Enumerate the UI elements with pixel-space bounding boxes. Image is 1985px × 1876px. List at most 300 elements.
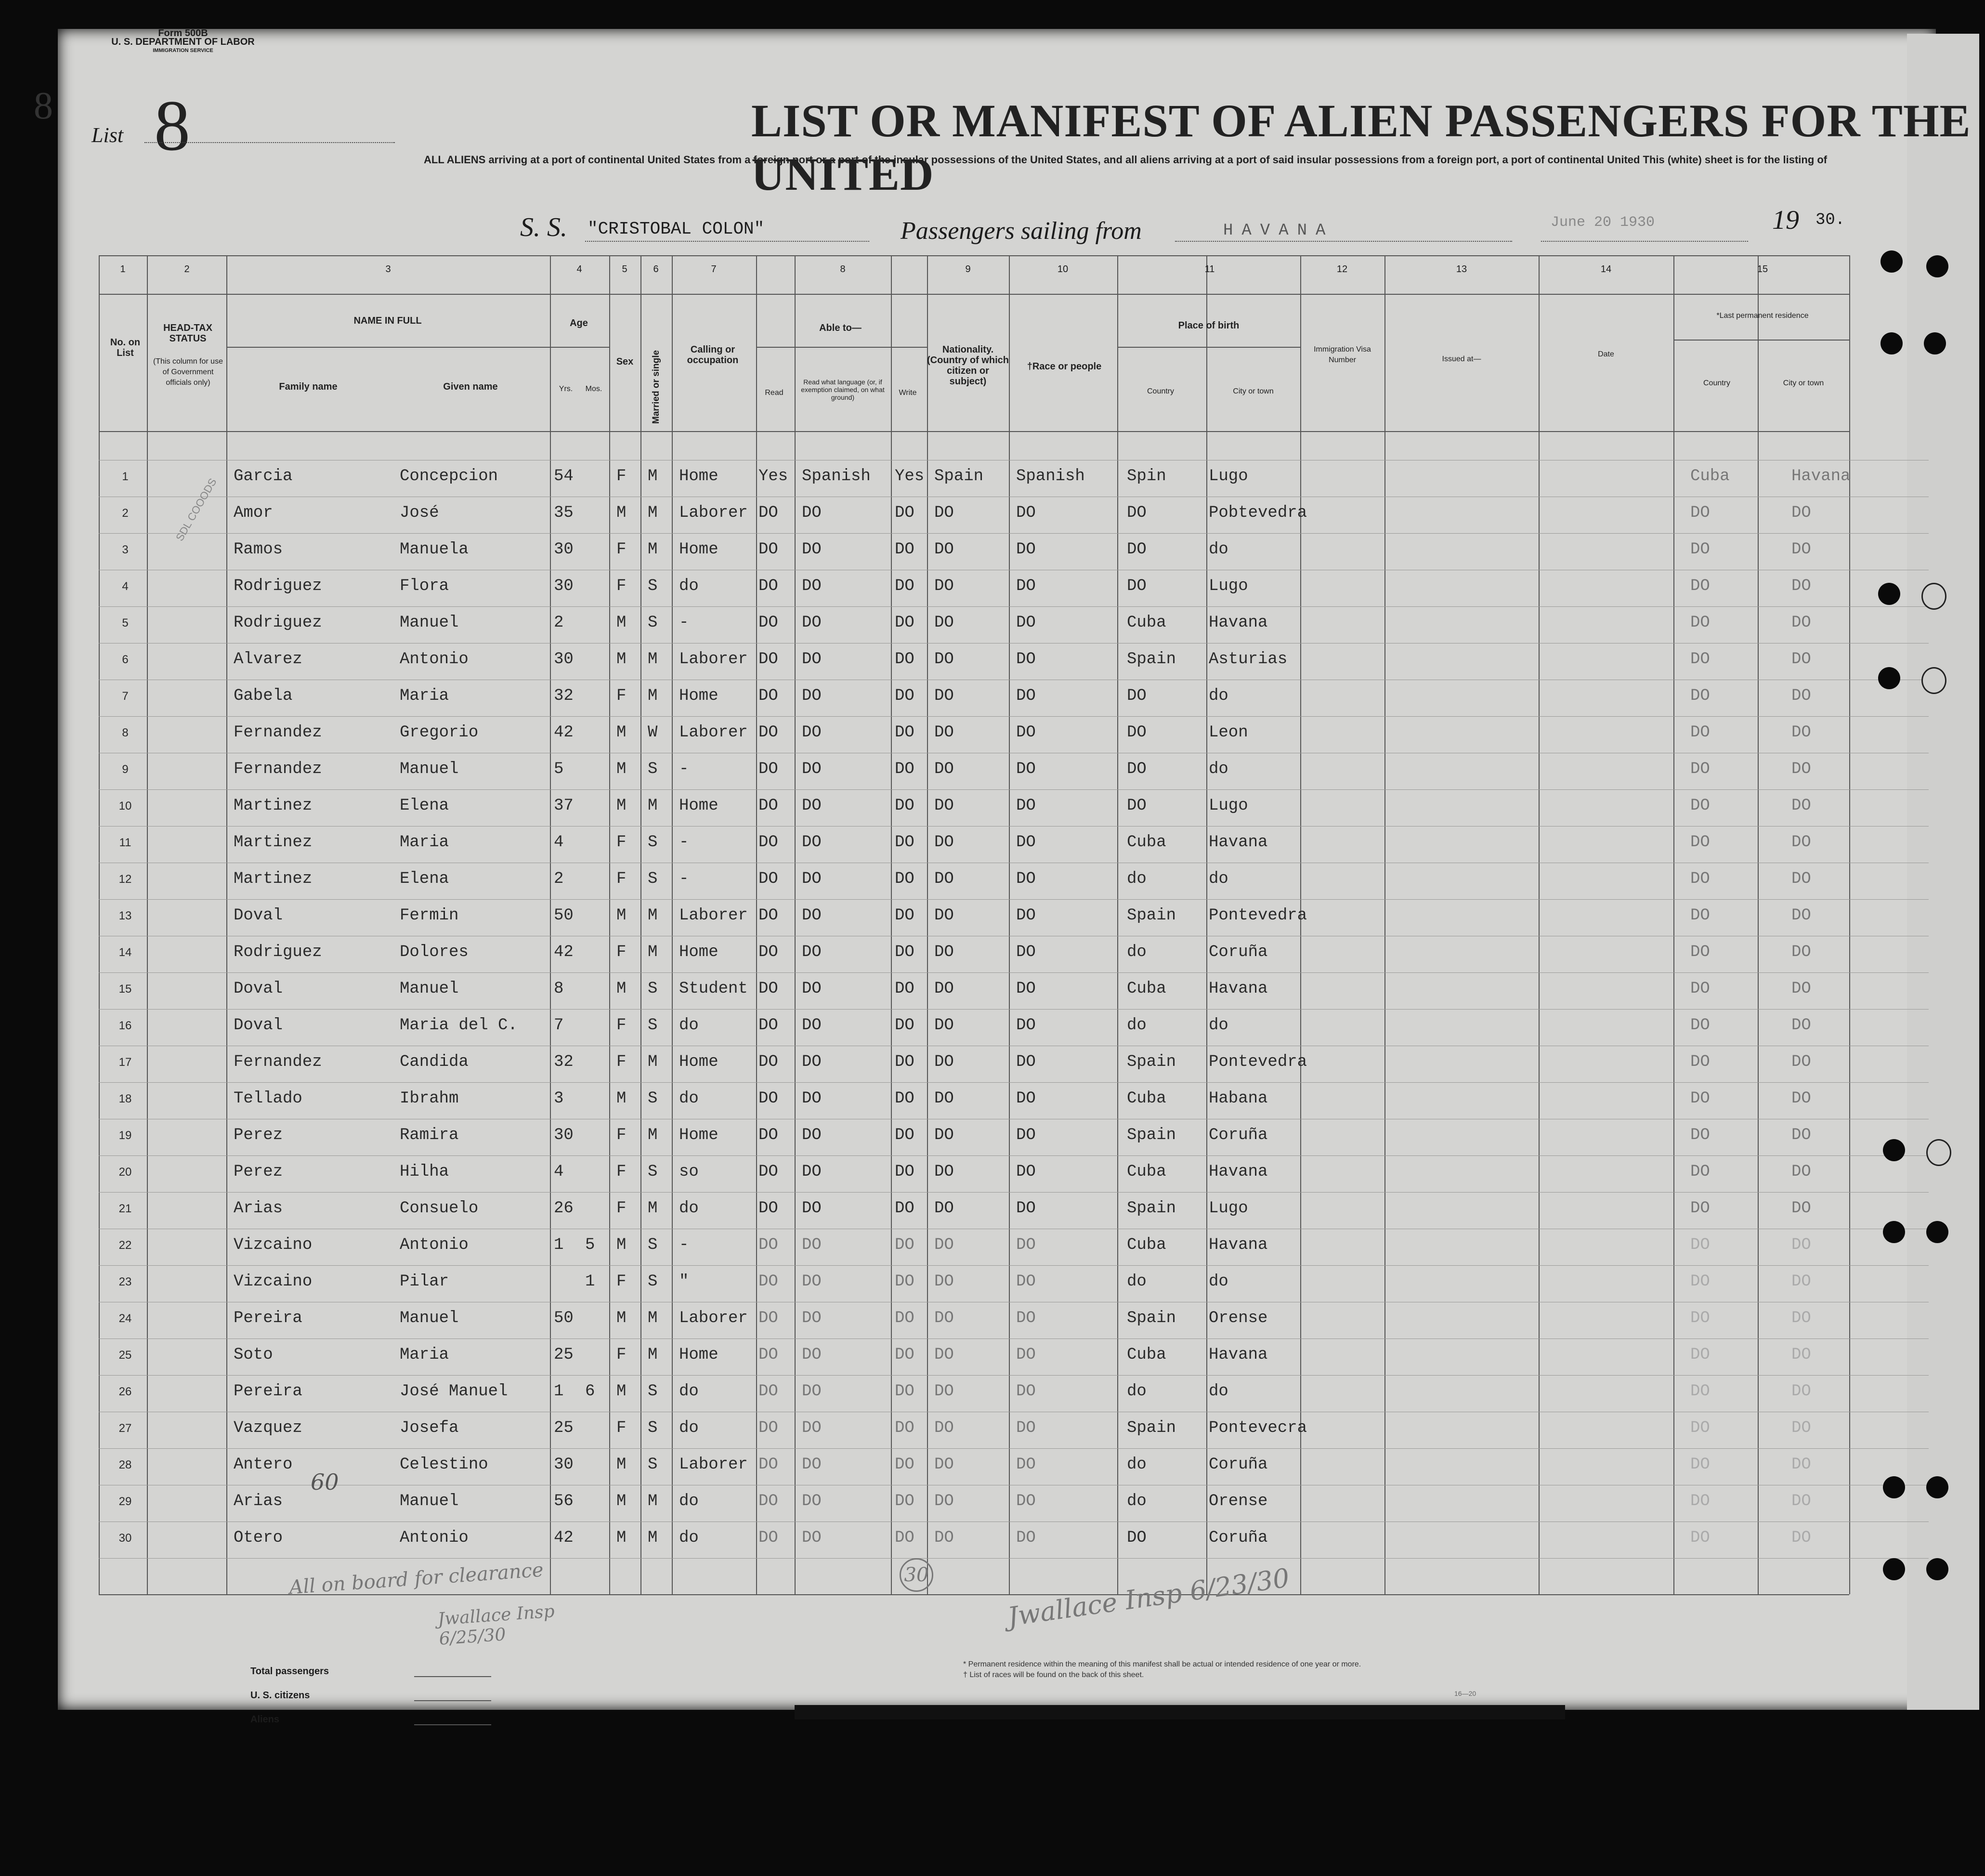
- family-name: Rodriguez: [234, 577, 322, 595]
- race: DO: [1016, 1419, 1036, 1437]
- race: DO: [1016, 1456, 1036, 1474]
- marital-status: S: [648, 760, 658, 778]
- marital-status: M: [648, 650, 658, 669]
- column-number: 6: [653, 264, 659, 275]
- residence-country: DO: [1690, 1163, 1710, 1181]
- residence-country: DO: [1690, 1126, 1710, 1144]
- sailing-label: Passengers sailing from: [901, 217, 1142, 245]
- residence-country: DO: [1690, 870, 1710, 888]
- column-number: 9: [965, 264, 971, 275]
- read-language: DO: [802, 1492, 822, 1510]
- margin-number-60: 60: [311, 1469, 339, 1495]
- list-number: 8: [154, 86, 190, 166]
- sex: M: [616, 504, 627, 522]
- row-number: 29: [118, 1495, 132, 1508]
- read-language: DO: [802, 1346, 822, 1364]
- family-name: Martinez: [234, 870, 313, 888]
- residence-city: DO: [1791, 1199, 1811, 1218]
- given-name: Maria: [400, 833, 449, 852]
- can-read: DO: [758, 1016, 778, 1035]
- marital-status: S: [648, 1089, 658, 1108]
- can-read: DO: [758, 943, 778, 961]
- birth-city: Lugo: [1209, 577, 1248, 595]
- birth-city: Havana: [1209, 614, 1268, 632]
- read-language: DO: [802, 1199, 822, 1218]
- birth-country: Spain: [1127, 650, 1176, 669]
- birth-country: Cuba: [1127, 614, 1166, 632]
- page-title: LIST OR MANIFEST OF ALIEN PASSENGERS FOR THE UNITED: [751, 95, 1971, 200]
- age-years: 2: [554, 614, 564, 632]
- residence-country: DO: [1690, 1346, 1710, 1364]
- given-name: Maria: [400, 687, 449, 705]
- punch-hole: [1878, 583, 1900, 605]
- birth-city: Pontevedra: [1209, 1053, 1307, 1071]
- row-number: 9: [122, 763, 129, 776]
- can-read: DO: [758, 1053, 778, 1071]
- read-language: DO: [802, 797, 822, 815]
- given-name: Dolores: [400, 943, 469, 961]
- birth-country: Cuba: [1127, 1236, 1166, 1254]
- can-read: DO: [758, 797, 778, 815]
- age-years: 7: [554, 1016, 564, 1035]
- sex: M: [616, 1309, 627, 1327]
- residence-city: DO: [1791, 1163, 1811, 1181]
- age-years: 50: [554, 906, 574, 925]
- birth-city: Havana: [1209, 1346, 1268, 1364]
- row-number: 19: [118, 1129, 132, 1142]
- read-language: DO: [802, 723, 822, 742]
- given-name: Manuel: [400, 1492, 459, 1510]
- birth-city: Coruña: [1209, 1126, 1268, 1144]
- occupation: do: [679, 1382, 699, 1401]
- sex: M: [616, 723, 627, 742]
- residence-country: DO: [1690, 540, 1710, 559]
- can-write: DO: [895, 906, 914, 925]
- nationality: DO: [934, 1016, 954, 1035]
- all-on-board-note: All on board for clearance: [288, 1559, 544, 1599]
- footnote-permanent: * Permanent residence within the meaning of this manifest shall be actual or intended residence of one year or more.: [963, 1660, 1361, 1668]
- nationality: DO: [934, 723, 954, 742]
- family-name: Gabela: [234, 687, 293, 705]
- date-line: [1541, 241, 1748, 242]
- can-read: Yes: [758, 467, 788, 485]
- birth-city: Leon: [1209, 723, 1248, 742]
- nationality: DO: [934, 650, 954, 669]
- residence-country: DO: [1690, 1492, 1710, 1510]
- residence-country: DO: [1690, 1456, 1710, 1474]
- residence-country: DO: [1690, 1529, 1710, 1547]
- marital-status: S: [648, 1273, 658, 1291]
- occupation: Laborer: [679, 1309, 748, 1327]
- residence-country: DO: [1690, 504, 1710, 522]
- residence-country: DO: [1690, 760, 1710, 778]
- age-years: 32: [554, 687, 574, 705]
- residence-country: DO: [1690, 1273, 1710, 1291]
- can-read: DO: [758, 760, 778, 778]
- column-number: 2: [184, 264, 190, 275]
- birth-country: Cuba: [1127, 1163, 1166, 1181]
- col-header-birth-country: Country: [1147, 387, 1175, 395]
- punch-hole: [1881, 332, 1903, 354]
- can-read: DO: [758, 723, 778, 742]
- read-language: DO: [802, 1309, 822, 1327]
- family-name: Antero: [234, 1456, 293, 1474]
- sex: F: [616, 467, 627, 485]
- residence-city: DO: [1791, 540, 1811, 559]
- residence-city: DO: [1791, 906, 1811, 925]
- col-header-read: Read: [765, 389, 784, 397]
- age-years: 30: [554, 577, 574, 595]
- can-write: DO: [895, 504, 914, 522]
- can-write: DO: [895, 1126, 914, 1144]
- row-number: 20: [118, 1166, 132, 1179]
- birth-city: Coruña: [1209, 943, 1268, 961]
- age-years: 56: [554, 1492, 574, 1510]
- row-number: 23: [118, 1275, 132, 1288]
- nationality: Spain: [934, 467, 984, 485]
- row-number: 5: [122, 617, 129, 630]
- family-name: Martinez: [234, 833, 313, 852]
- residence-city: DO: [1791, 870, 1811, 888]
- birth-city: do: [1209, 760, 1228, 778]
- nationality: DO: [934, 504, 954, 522]
- residence-country: DO: [1690, 723, 1710, 742]
- family-name: Tellado: [234, 1089, 302, 1108]
- col-header-res-country: Country: [1703, 379, 1731, 387]
- total-passengers-line: [414, 1676, 491, 1677]
- nationality: DO: [934, 577, 954, 595]
- can-write: DO: [895, 614, 914, 632]
- occupation: so: [679, 1163, 699, 1181]
- given-name: Antonio: [400, 1529, 469, 1547]
- occupation: -: [679, 760, 689, 778]
- row-number: 1: [122, 470, 129, 483]
- sex: F: [616, 1273, 627, 1291]
- marital-status: S: [648, 833, 658, 852]
- race: DO: [1016, 1163, 1036, 1181]
- age-months: 6: [585, 1382, 595, 1401]
- residence-city: DO: [1791, 797, 1811, 815]
- birth-city: do: [1209, 1273, 1228, 1291]
- sex: F: [616, 1346, 627, 1364]
- can-read: DO: [758, 980, 778, 998]
- race: DO: [1016, 833, 1036, 852]
- age-years: 37: [554, 797, 574, 815]
- marital-status: M: [648, 797, 658, 815]
- residence-city: DO: [1791, 723, 1811, 742]
- inspector-signature: Jwallace Insp 6/25/30: [437, 1601, 555, 1649]
- age-years: 5: [554, 760, 564, 778]
- read-language: DO: [802, 1382, 822, 1401]
- sex: F: [616, 870, 627, 888]
- given-name: Elena: [400, 870, 449, 888]
- age-years: 30: [554, 540, 574, 559]
- aliens-label: Aliens: [250, 1714, 280, 1725]
- given-name: Elena: [400, 797, 449, 815]
- can-read: DO: [758, 650, 778, 669]
- family-name: Rodriguez: [234, 943, 322, 961]
- given-name: Fermin: [400, 906, 459, 925]
- family-name: Doval: [234, 1016, 283, 1035]
- nationality: DO: [934, 1309, 954, 1327]
- service-name: IMMIGRATION SERVICE: [153, 48, 213, 53]
- page-edge: [1907, 34, 1979, 1710]
- occupation: Home: [679, 1346, 718, 1364]
- col-header-visa: Immigration Visa Number: [1314, 345, 1371, 364]
- birth-city: Orense: [1209, 1309, 1268, 1327]
- occupation: Home: [679, 1126, 718, 1144]
- given-name: Antonio: [400, 1236, 469, 1254]
- nationality: DO: [934, 1419, 954, 1437]
- sex: M: [616, 650, 627, 669]
- can-write: DO: [895, 833, 914, 852]
- sex: M: [616, 1529, 627, 1547]
- family-name: Pereira: [234, 1309, 302, 1327]
- given-name: Celestino: [400, 1456, 488, 1474]
- sex: M: [616, 906, 627, 925]
- family-name: Fernandez: [234, 723, 322, 742]
- can-read: DO: [758, 1492, 778, 1510]
- can-read: DO: [758, 1529, 778, 1547]
- can-write: DO: [895, 1016, 914, 1035]
- can-write: DO: [895, 1273, 914, 1291]
- residence-country: DO: [1690, 650, 1710, 669]
- column-number: 1: [120, 264, 126, 275]
- marital-status: S: [648, 614, 658, 632]
- age-years: 2: [554, 870, 564, 888]
- given-name: Manuel: [400, 980, 459, 998]
- list-underline: [144, 142, 395, 143]
- birth-country: DO: [1127, 760, 1147, 778]
- row-number: 25: [118, 1349, 132, 1362]
- can-write: DO: [895, 943, 914, 961]
- read-language: DO: [802, 1273, 822, 1291]
- race: DO: [1016, 1199, 1036, 1218]
- occupation: do: [679, 577, 699, 595]
- birth-country: DO: [1127, 723, 1147, 742]
- can-write: DO: [895, 797, 914, 815]
- col-header-calling: Calling or occupation: [687, 344, 739, 366]
- residence-city: DO: [1791, 943, 1811, 961]
- read-language: DO: [802, 1529, 822, 1547]
- birth-city: Pobtevedra: [1209, 504, 1307, 522]
- residence-country: DO: [1690, 1016, 1710, 1035]
- occupation: do: [679, 1492, 699, 1510]
- column-number: 13: [1456, 264, 1467, 275]
- department-name: U. S. DEPARTMENT OF LABOR: [111, 37, 255, 47]
- col-header-name-in-full: NAME IN FULL: [353, 315, 422, 326]
- birth-city: Coruña: [1209, 1529, 1268, 1547]
- race: DO: [1016, 906, 1036, 925]
- sex: M: [616, 760, 627, 778]
- can-read: DO: [758, 1089, 778, 1108]
- age-years: 4: [554, 1163, 564, 1181]
- marital-status: M: [648, 1529, 658, 1547]
- can-read: DO: [758, 1456, 778, 1474]
- residence-country: DO: [1690, 980, 1710, 998]
- race: DO: [1016, 723, 1036, 742]
- col-header-write: Write: [899, 389, 917, 397]
- can-read: DO: [758, 540, 778, 559]
- residence-city: DO: [1791, 1309, 1811, 1327]
- can-read: DO: [758, 1236, 778, 1254]
- passenger-count-circle: 30: [900, 1558, 933, 1592]
- marital-status: M: [648, 906, 658, 925]
- col-header-married: Married or single: [651, 350, 661, 424]
- residence-city: DO: [1791, 1089, 1811, 1108]
- nationality: DO: [934, 1456, 954, 1474]
- given-name: Manuel: [400, 1309, 459, 1327]
- marital-status: S: [648, 1382, 658, 1401]
- can-read: DO: [758, 833, 778, 852]
- col-header-nationality: Nationality. (Country of which citizen or subject): [927, 344, 1009, 387]
- occupation: Laborer: [679, 723, 748, 742]
- can-read: DO: [758, 577, 778, 595]
- birth-country: Cuba: [1127, 833, 1166, 852]
- row-number: 21: [118, 1202, 132, 1215]
- residence-country: DO: [1690, 614, 1710, 632]
- column-number: 11: [1204, 264, 1215, 275]
- birth-country: do: [1127, 1456, 1147, 1474]
- given-name: José Manuel: [400, 1382, 508, 1401]
- punch-hole: [1883, 1476, 1905, 1498]
- can-write: DO: [895, 1199, 914, 1218]
- can-write: DO: [895, 1236, 914, 1254]
- can-write: DO: [895, 1382, 914, 1401]
- row-number: 15: [118, 983, 132, 996]
- can-read: DO: [758, 614, 778, 632]
- residence-country: DO: [1690, 1236, 1710, 1254]
- family-name: Arias: [234, 1199, 283, 1218]
- age-years: 8: [554, 980, 564, 998]
- totals-block: [250, 1659, 329, 1732]
- row-number: 30: [118, 1532, 132, 1545]
- footnotes: [963, 1659, 1361, 1680]
- family-name: Fernandez: [234, 760, 322, 778]
- residence-city: DO: [1791, 504, 1811, 522]
- birth-city: Lugo: [1209, 467, 1248, 485]
- punch-hole: [1883, 1221, 1905, 1243]
- sex: F: [616, 687, 627, 705]
- given-name: José: [400, 504, 439, 522]
- list-label: List: [91, 123, 124, 147]
- can-write: DO: [895, 1492, 914, 1510]
- col-header-age-mos: Mos.: [585, 385, 602, 393]
- race: DO: [1016, 650, 1036, 669]
- us-citizens-line: [414, 1700, 491, 1701]
- family-name: Soto: [234, 1346, 273, 1364]
- residence-city: DO: [1791, 614, 1811, 632]
- occupation: do: [679, 1016, 699, 1035]
- age-years: 26: [554, 1199, 574, 1218]
- birth-city: Lugo: [1209, 1199, 1248, 1218]
- sex: F: [616, 1053, 627, 1071]
- age-years: 25: [554, 1346, 574, 1364]
- residence-city: DO: [1791, 1529, 1811, 1547]
- can-write: DO: [895, 687, 914, 705]
- can-read: DO: [758, 1163, 778, 1181]
- residence-country: DO: [1690, 687, 1710, 705]
- marital-status: S: [648, 1016, 658, 1035]
- family-name: Garcia: [234, 467, 293, 485]
- birth-country: Spain: [1127, 1309, 1176, 1327]
- can-read: DO: [758, 1309, 778, 1327]
- family-name: Fernandez: [234, 1053, 322, 1071]
- family-name: Otero: [234, 1529, 283, 1547]
- sex: M: [616, 1456, 627, 1474]
- occupation: Laborer: [679, 650, 748, 669]
- read-language: DO: [802, 906, 822, 925]
- occupation: -: [679, 614, 689, 632]
- head-tax-stamp: SDL COOODS: [173, 476, 219, 543]
- nationality: DO: [934, 1346, 954, 1364]
- form-header: [87, 29, 279, 55]
- read-language: DO: [802, 1456, 822, 1474]
- residence-city: DO: [1791, 1492, 1811, 1510]
- family-name: Perez: [234, 1126, 283, 1144]
- residence-city: DO: [1791, 1016, 1811, 1035]
- age-years: 30: [554, 1456, 574, 1474]
- punch-hole: [1926, 1476, 1948, 1498]
- occupation: do: [679, 1419, 699, 1437]
- can-write: DO: [895, 870, 914, 888]
- family-name: Amor: [234, 504, 273, 522]
- birth-country: do: [1127, 870, 1147, 888]
- residence-city: DO: [1791, 1382, 1811, 1401]
- sex: M: [616, 1492, 627, 1510]
- punch-hole-outline: [1921, 667, 1946, 694]
- birth-city: Orense: [1209, 1492, 1268, 1510]
- family-name: Rodriguez: [234, 614, 322, 632]
- can-read: DO: [758, 1419, 778, 1437]
- punch-hole: [1883, 1139, 1905, 1161]
- occupation: -: [679, 1236, 689, 1254]
- birth-country: Spain: [1127, 1419, 1176, 1437]
- nationality: DO: [934, 943, 954, 961]
- family-name: Vizcaino: [234, 1273, 313, 1291]
- residence-country: DO: [1690, 943, 1710, 961]
- occupation: Home: [679, 797, 718, 815]
- residence-country: DO: [1690, 577, 1710, 595]
- birth-country: do: [1127, 1382, 1147, 1401]
- sex: F: [616, 1419, 627, 1437]
- sex: F: [616, 1199, 627, 1218]
- col-header-read-language: Read what language (or, if exemption claimed, on what ground): [801, 378, 885, 401]
- birth-city: Habana: [1209, 1089, 1268, 1108]
- birth-city: do: [1209, 870, 1228, 888]
- nationality: DO: [934, 797, 954, 815]
- can-read: DO: [758, 1273, 778, 1291]
- occupation: Home: [679, 943, 718, 961]
- total-passengers-label: Total passengers: [250, 1666, 329, 1677]
- column-number: 4: [576, 264, 582, 275]
- sailing-date: June 20 1930: [1551, 214, 1655, 231]
- nationality: DO: [934, 1163, 954, 1181]
- age-years: 42: [554, 943, 574, 961]
- family-name: Vazquez: [234, 1419, 302, 1437]
- race: DO: [1016, 577, 1036, 595]
- residence-country: Cuba: [1690, 467, 1730, 485]
- birth-country: Spin: [1127, 467, 1166, 485]
- race: DO: [1016, 1053, 1036, 1071]
- residence-city: DO: [1791, 1273, 1811, 1291]
- col-header-head-tax: HEAD-TAX STATUS: [163, 323, 212, 344]
- age-years: 3: [554, 1089, 564, 1108]
- col-header-no: No. on List: [110, 337, 141, 358]
- race: DO: [1016, 1309, 1036, 1327]
- can-read: DO: [758, 1346, 778, 1364]
- can-write: DO: [895, 1529, 914, 1547]
